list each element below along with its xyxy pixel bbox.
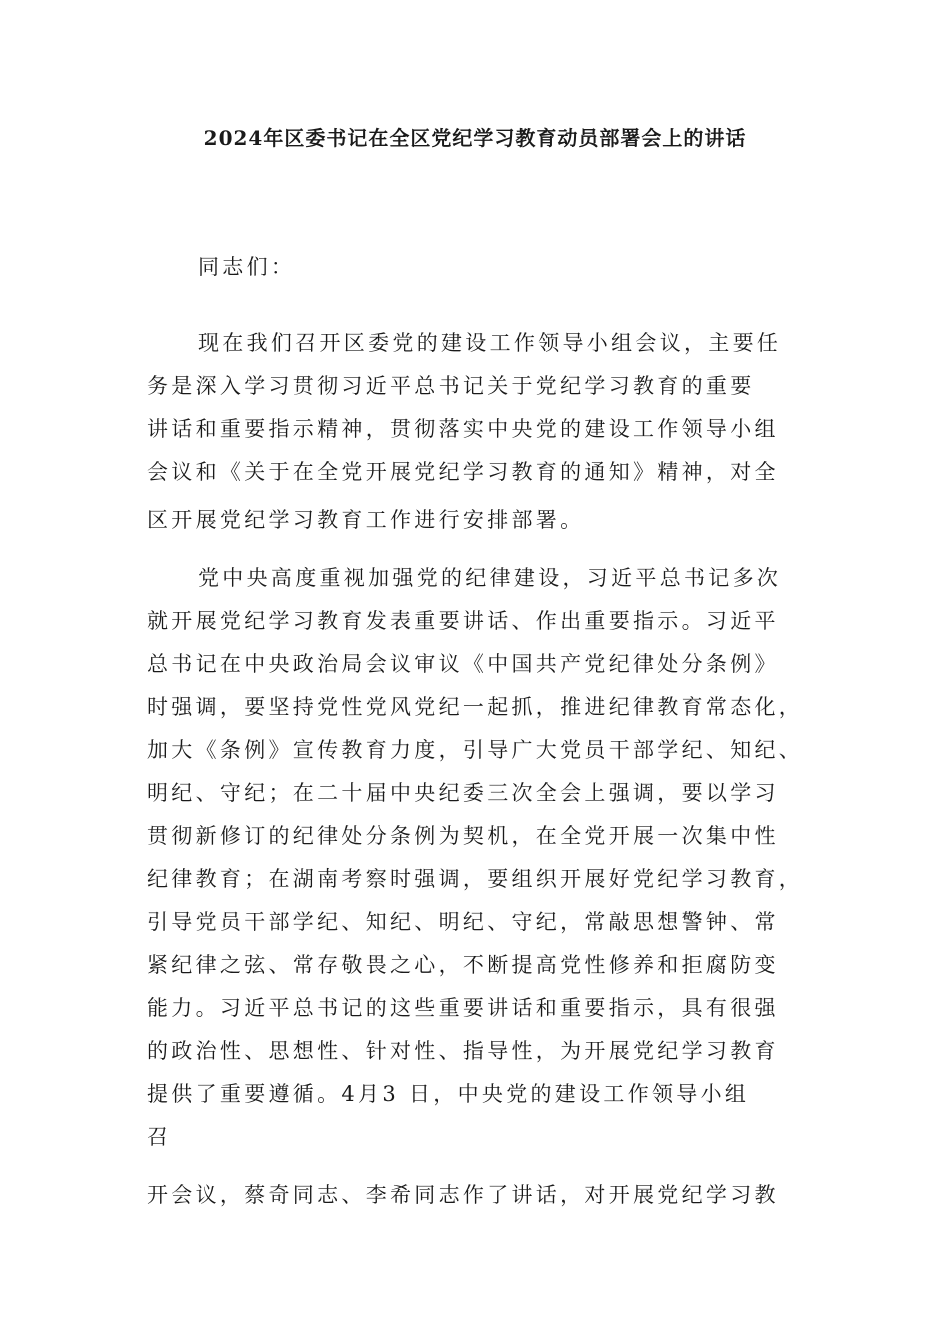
text-line: 区开展党纪学习教育工作进行安排部署。 (147, 508, 585, 532)
text-line: 提供了重要遵循。4月3 日，中央党的建设工作领导小组 (147, 1082, 750, 1106)
text-line: 的政治性、思想性、针对性、指导性，为开展党纪学习教育 (147, 1039, 779, 1063)
text-line: 贯彻新修订的纪律处分条例为契机，在全党开展一次集中性 (147, 824, 779, 848)
document-title: 2024年区委书记在全区党纪学习教育动员部署会上的讲话 (203, 126, 747, 150)
text-line: 加大《条例》宣传教育力度，引导广大党员干部学纪、知纪、 (147, 738, 804, 762)
text-line: 就开展党纪学习教育发表重要讲话、作出重要指示。习近平 (147, 609, 779, 633)
text-line: 紧纪律之弦、常存敬畏之心，不断提高党性修养和拒腐防变 (147, 953, 779, 977)
text-line: 引导党员干部学纪、知纪、明纪、守纪，常敲思想警钟、常 (147, 910, 779, 934)
text-line: 党中央高度重视加强党的纪律建设，习近平总书记多次 (198, 566, 782, 590)
text-line: 务是深入学习贯彻习近平总书记关于党纪学习教育的重要 (147, 374, 755, 398)
text-line: 召 (147, 1125, 172, 1149)
text-line: 现在我们召开区委党的建设工作领导小组会议，主要任 (198, 331, 782, 355)
text-line: 能力。习近平总书记的这些重要讲话和重要指示，具有很强 (147, 996, 779, 1020)
text-line: 开会议，蔡奇同志、李希同志作了讲话，对开展党纪学习教 (147, 1183, 779, 1207)
text-line: 总书记在中央政治局会议审议《中国共产党纪律处分条例》 (147, 652, 779, 676)
text-line: 纪律教育；在湖南考察时强调，要组织开展好党纪学习教育， (147, 867, 804, 891)
text-line: 讲话和重要指示精神，贯彻落实中央党的建设工作领导小组 (147, 417, 779, 441)
text-line: 会议和《关于在全党开展党纪学习教育的通知》精神，对全 (147, 460, 779, 484)
text-line: 明纪、守纪；在二十届中央纪委三次全会上强调，要以学习 (147, 781, 779, 805)
text-line: 时强调，要坚持党性党风党纪一起抓，推进纪律教育常态化， (147, 695, 804, 719)
salutation: 同志们： (198, 255, 296, 279)
